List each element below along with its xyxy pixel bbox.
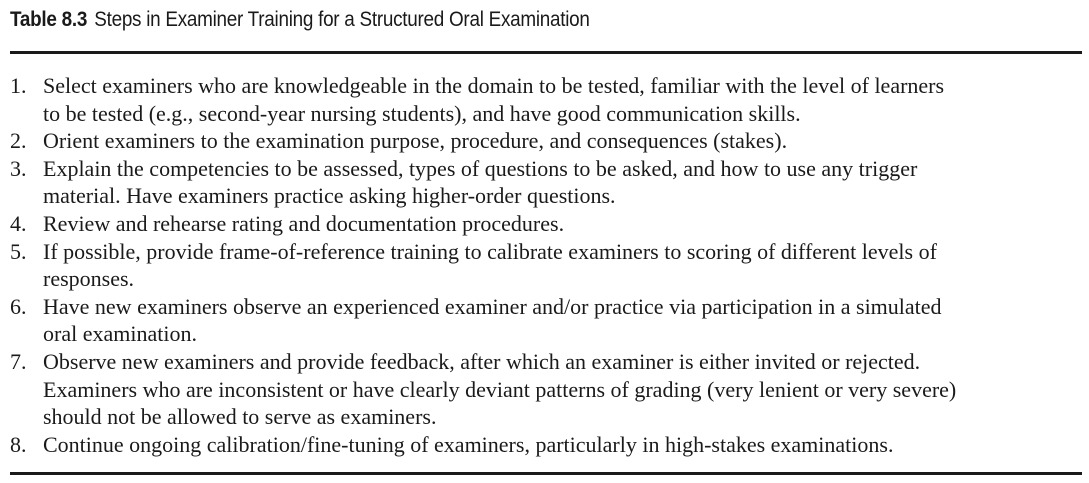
step-text <box>43 348 1082 431</box>
table-caption <box>10 8 590 32</box>
step-text-line: Observe new examiners and provide feedback, after which an examiner is either invited or rejected. <box>43 348 921 374</box>
step-number: 2. <box>10 128 27 154</box>
step-text <box>43 238 1082 293</box>
step-text-line: If possible, provide frame-of-reference training to calibrate examiners to scoring of different levels of <box>43 238 937 264</box>
table-label: Table 8.3 <box>10 8 88 31</box>
steps-list <box>10 72 1082 458</box>
step-text-line: Select examiners who are knowledgeable in the domain to be tested, familiar with the level of learners <box>43 73 945 98</box>
step-item <box>10 431 1082 459</box>
step-text-line: to be tested (e.g., second-year nursing students), and have good communication skills. <box>43 100 801 126</box>
step-text-line: Have new examiners observe an experienced examiner and/or practice via participation in a simulated <box>43 293 942 319</box>
step-text <box>43 431 1082 459</box>
step-item <box>10 293 1082 348</box>
step-text-line: Examiners who are inconsistent or have clearly deviant patterns of grading (very lenient or very severe) <box>43 376 957 402</box>
step-number: 5. <box>10 238 27 264</box>
step-number: 1. <box>10 73 27 98</box>
top-rule <box>10 51 1082 54</box>
step-text-line: Orient examiners to the examination purpose, procedure, and consequences (stakes). <box>43 128 788 154</box>
step-number: 4. <box>10 210 27 236</box>
step-number: 3. <box>10 155 27 181</box>
step-number: 8. <box>10 431 27 457</box>
step-number: 6. <box>10 293 27 319</box>
step-text-line: oral examination. <box>43 321 197 347</box>
step-text <box>43 293 1082 348</box>
step-text <box>43 210 1082 238</box>
step-text <box>43 72 1082 127</box>
step-item <box>10 348 1082 431</box>
step-text-line: responses. <box>43 266 135 292</box>
step-item <box>10 238 1082 293</box>
step-item <box>10 127 1082 155</box>
step-text-line: Review and rehearse rating and documentation procedures. <box>43 210 565 236</box>
step-text <box>43 127 1082 155</box>
step-number: 7. <box>10 348 27 374</box>
step-text-line: material. Have examiners practice asking higher-order questions. <box>43 183 616 209</box>
table-title: Steps in Examiner Training for a Structured Oral Examination <box>94 8 590 31</box>
step-item <box>10 72 1082 127</box>
step-text <box>43 155 1082 210</box>
step-item <box>10 210 1082 238</box>
step-text-line: Continue ongoing calibration/fine-tuning of examiners, particularly in high-stakes examinations. <box>43 431 894 457</box>
bottom-rule <box>10 472 1082 475</box>
step-text-line: should not be allowed to serve as examiners. <box>43 404 437 430</box>
step-item <box>10 155 1082 210</box>
step-text-line: Explain the competencies to be assessed, types of questions to be asked, and how to use any trigger <box>43 155 918 181</box>
